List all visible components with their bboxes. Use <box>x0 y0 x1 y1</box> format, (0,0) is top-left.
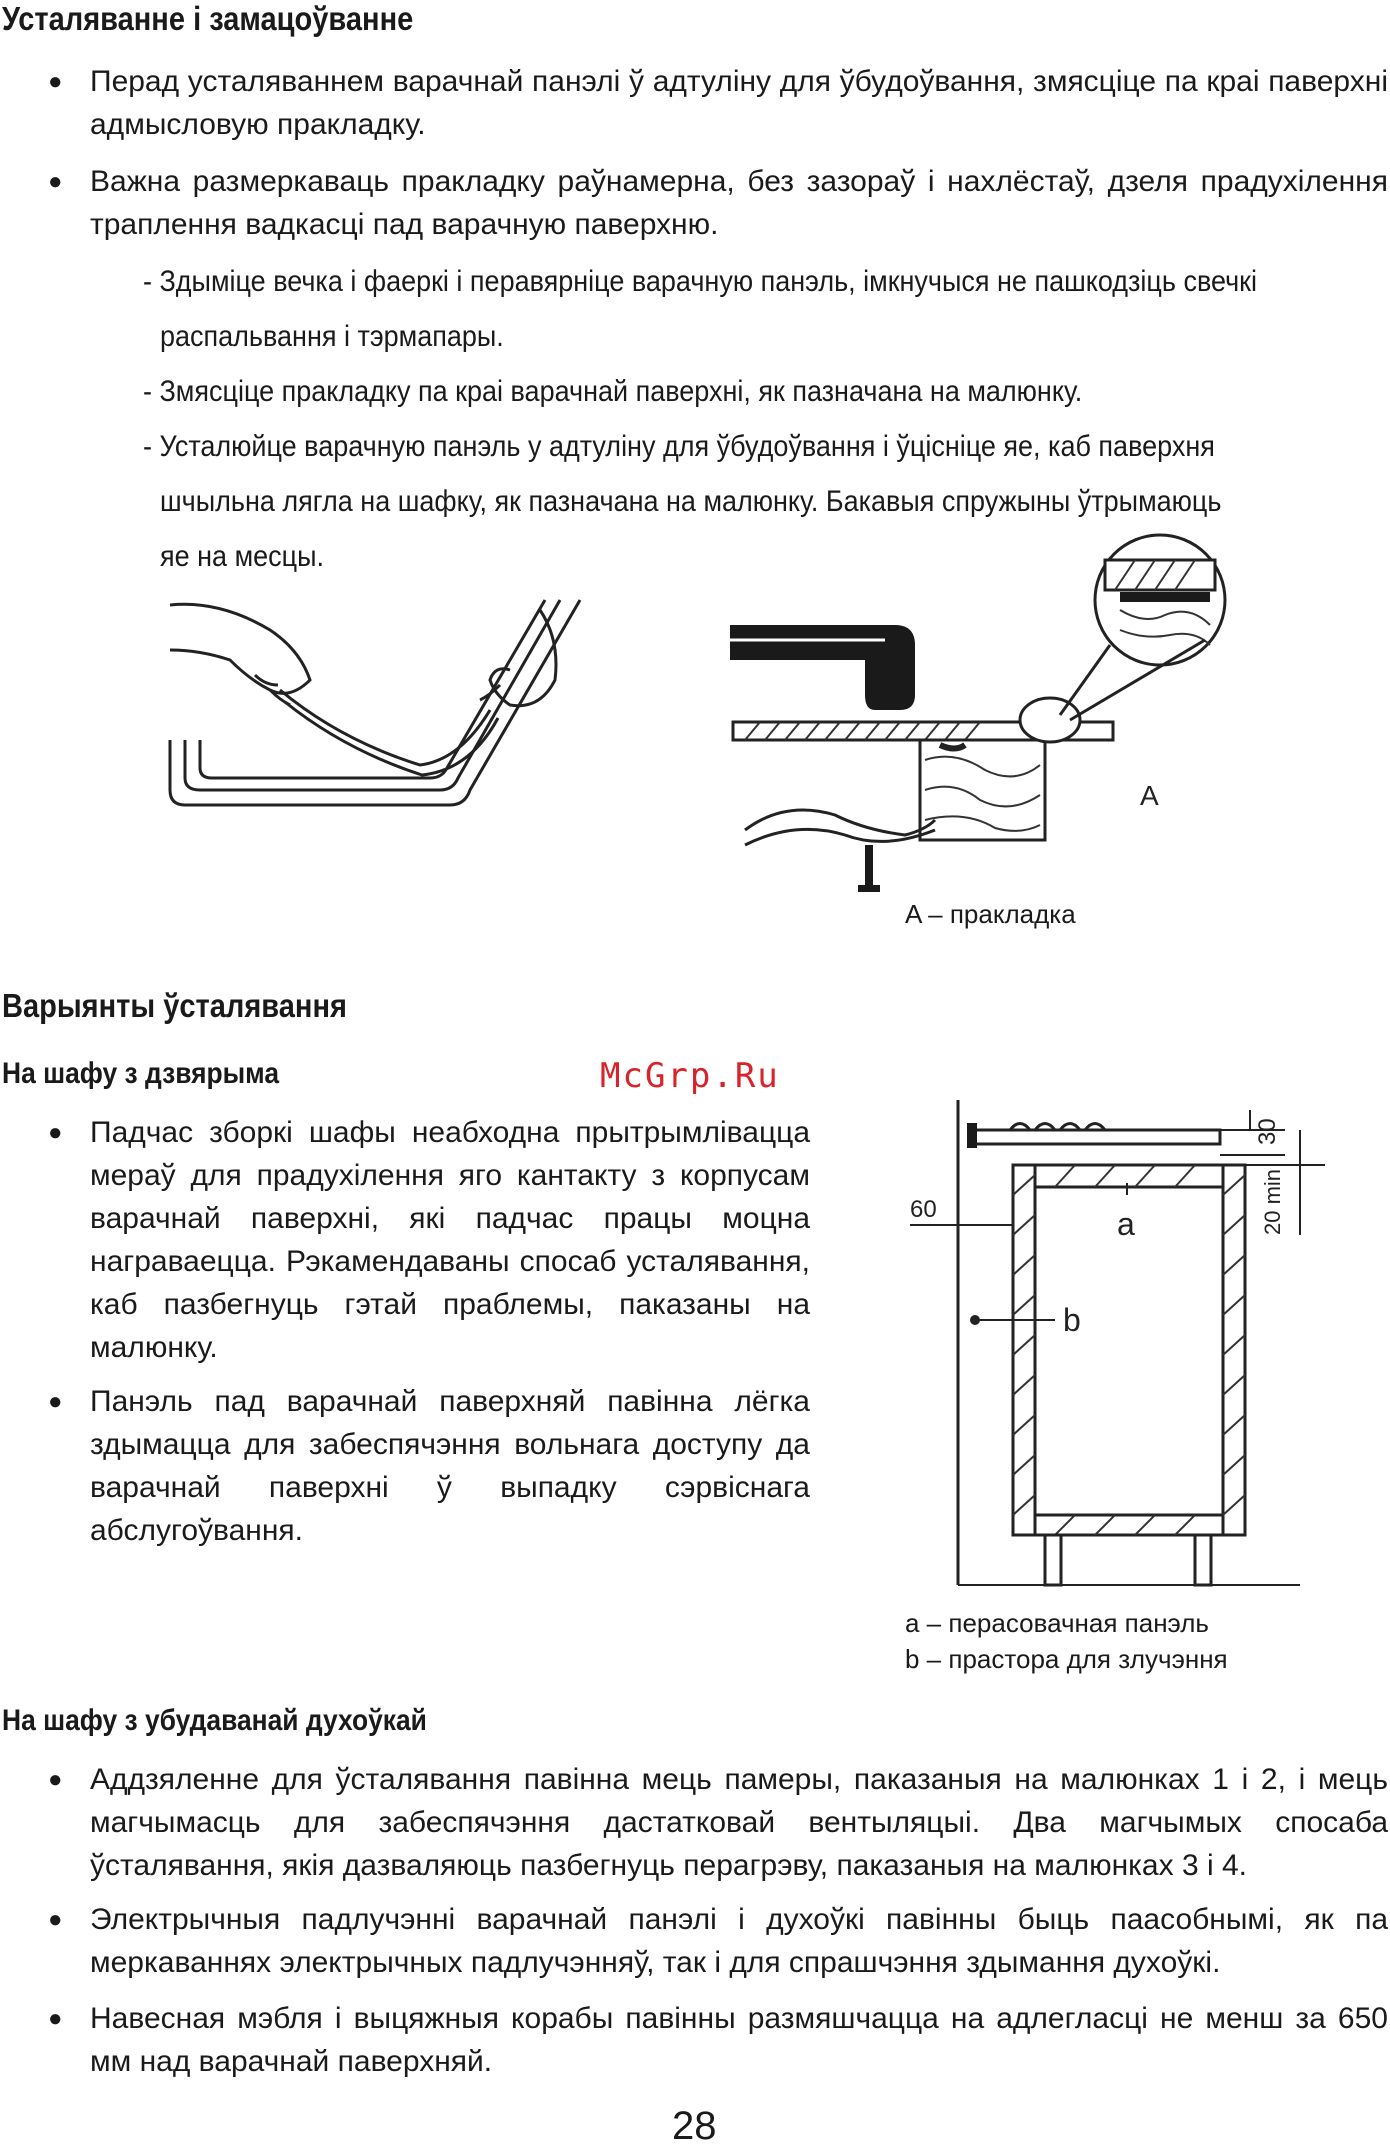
bullet-text: Важна размеркаваць пракладку раўнамерна, без зазораў і нахлёстаў, дзеля прадухілення траплення вадкасці пад варачную паверхню. <box>90 165 1388 241</box>
dash-line-3-cont-a: шчыльна лягла на шафку, як пазначана на малюнку. Бакавыя спружыны ўтрымаюць <box>160 485 1222 518</box>
bullet-gasket-placement <box>48 60 1388 146</box>
bullet-text: Аддзяленне для ўсталявання павінна мець памеры, паказаныя на малюнках 1 і 2, і мець магчымасць для забеспячэння дастатковай вентыляцыі. Два магчымых спосаба ўсталявання, якія дазваляюць пазбегнуць перагрэву, паказаныя на малюнках 3 і 4. <box>90 1763 1388 1882</box>
gasket-caption: A – пракладка <box>905 899 1076 929</box>
cabinet-caption-b: b – прастора для злучэння <box>905 1644 1228 1674</box>
bullet-text: Электрычныя падлучэнні варачнай панэлі і духоўкі павінны быць паасобнымі, як па меркаваннях электрычных падлучэнняў, так і для спрашчэння здымання духоўкі. <box>90 1903 1388 1979</box>
gasket-cross-section-diagram <box>725 530 1245 900</box>
dash-line-1-cont: распальвання і тэрмапары. <box>160 320 504 353</box>
page-number: 28 <box>672 2104 717 2148</box>
subsection-title-cabinet-with-oven: На шафу з убудаванай духоўкай <box>2 1704 427 1737</box>
gasket-label-a: A <box>1140 780 1159 811</box>
bullet-text: Панэль пад варачнай паверхняй павінна лёгка здымацца для забеспячэння вольнага доступу да варачнай паверхні ў выпадку сэрвіснага абслугоўвання. <box>90 1385 810 1547</box>
bullet-text: Навесная мэбля і выцяжныя корабы павінны размяшчацца на адлегласці не менш за 650 мм над варачнай паверхняй. <box>90 2002 1388 2078</box>
bullet-separate-connections <box>48 1898 1388 1984</box>
bullet-text: Падчас зборкі шафы неабходна прытрымлівацца мераў для прадухілення яго кантакту з корпусам варачнай паверхні, які падчас працы моцна награваецца. Рэкамендаваны спосаб усталявання, каб пазбегнуць гэтай праблемы, паказаны на малюнку. <box>90 1116 810 1364</box>
bullet-hood-distance <box>48 1997 1388 2083</box>
bullet-cabinet-assembly <box>48 1111 810 1369</box>
bullet-dot: ● <box>48 1119 63 1146</box>
watermark: McGrp.Ru <box>600 1056 780 1096</box>
bullet-dot: ● <box>48 68 63 95</box>
section-title-installation-options: Варыянты ўсталявання <box>2 987 347 1024</box>
dash-line-3-cont-b: яе на месцы. <box>160 540 325 573</box>
cabinet-caption-a: a – перасовачная панэль <box>905 1608 1209 1638</box>
bullet-dot: ● <box>48 168 63 195</box>
dim-30-label: 30 <box>1254 1118 1281 1145</box>
bullet-dot: ● <box>48 1766 63 1793</box>
gasket-application-illustration <box>160 590 580 840</box>
bullet-dot: ● <box>48 1906 63 1933</box>
bullet-compartment-dimensions <box>48 1758 1388 1887</box>
bullet-dot: ● <box>48 2005 63 2032</box>
dim-20min-label: 20 min <box>1260 1168 1285 1235</box>
dash-line-3: - Усталюйце варачную панэль у адтуліну для ўбудоўвання і ўціснiце яе, каб паверхня <box>143 430 1215 463</box>
dash-line-1: - Здыміце вечка і фаеркі і перавярніце варачную панэль, імкнучыся не пашкодзіць свечкі <box>143 265 1257 298</box>
bullet-text: Перад усталяваннем варачнай панэлі ў адтуліну для ўбудоўвання, змясціце па краі паверхні адмысловую пракладку. <box>90 65 1388 141</box>
diagram-label-b: b <box>1063 1302 1081 1338</box>
dash-line-2: - Змясціце пракладку па краі варачнай паверхні, як пазначана на малюнку. <box>143 375 1083 408</box>
bullet-even-distribution <box>48 160 1388 246</box>
section-title-installation: Усталяванне і замацоўванне <box>2 0 414 37</box>
diagram-label-a: a <box>1117 1206 1135 1242</box>
dim-60-label: 60 <box>910 1196 937 1223</box>
bullet-removable-panel <box>48 1380 810 1552</box>
cabinet-installation-diagram <box>905 1095 1345 1595</box>
subsection-title-cabinet-with-doors: На шафу з дзвярыма <box>2 1057 280 1090</box>
bullet-dot: ● <box>48 1388 63 1415</box>
